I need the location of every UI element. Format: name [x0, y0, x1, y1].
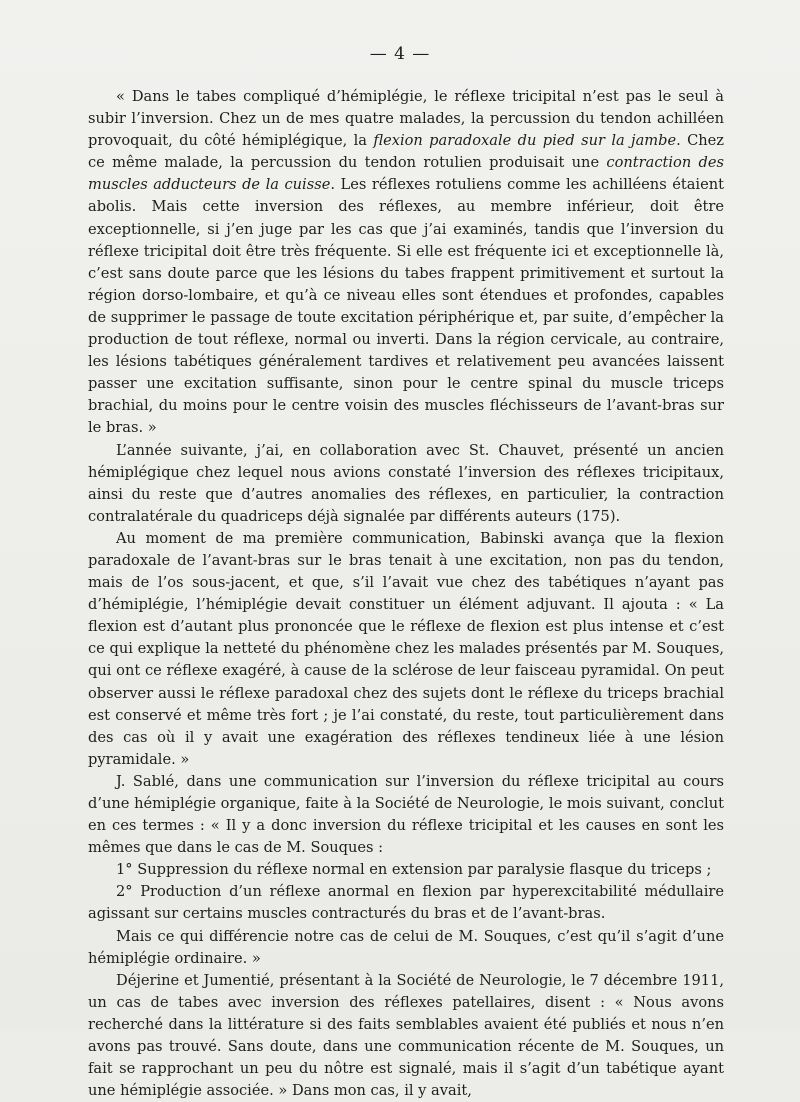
- text-run: « Dans le tabes compliqué d’hémiplégie, le réflexe tricipital n’est pas le seul à subir l’inversion. Chez un de mes quatre malades, la percussion du tendon achilléen provoquait, du côté hémiplégique, la: [88, 88, 724, 150]
- paragraph: [88, 970, 724, 1102]
- body-text: [88, 86, 724, 1102]
- page-number: — 4 —: [369, 44, 431, 64]
- text-run: 2° Production d’un réflexe anormal en flexion par hyperexcitabilité médullaire agissant sur certains muscles contracturés du bras et de l’avant-bras.: [88, 883, 724, 923]
- text-run: . Chez ce même malade, la percussion du tendon rotulien produisait une: [88, 132, 724, 172]
- text-run: Au moment de ma première communication, Babinski avança que la flexion paradoxale de l’avant-bras sur le bras tenait à une excitation, non pas du tendon, mais de l’os sous-jacent, et que, s’il l’avait vue chez des tabétiques n’ayant pas d’hémiplégie, l’hémiplégie devait constituer un élément adjuvant. Il ajouta : « La flexion est d’autant plus prononcée que le réflexe de flexion est plus intense et c’est ce qui explique la netteté du phénomène chez les malades présentés par M. Souques, qui ont ce réflexe exagéré, à cause de la sclérose de leur faisceau pyramidal. On peut observer aussi le réflexe paradoxal chez des sujets dont le réflexe du triceps brachial est conservé et même très fort ; je l’ai constaté, du reste, tout particulièrement dans des cas où il y avait une exagération des réflexes tendineux liée à une lésion pyramidale. »: [88, 529, 724, 768]
- text-run: Mais ce qui différencie notre cas de celui de M. Souques, c’est qu’il s’agit d’une hémiplégie ordinaire. »: [88, 927, 724, 967]
- paragraph: [88, 86, 724, 440]
- paragraph: [88, 926, 724, 970]
- text-run: L’année suivante, j’ai, en collaboration avec St. Chauvet, présenté un ancien hémiplégique chez lequel nous avions constaté l’inversion des réflexes tricipitaux, ainsi du reste que d’autres anomalies des réflexes, en particulier, la contraction contralatérale du quadriceps déjà signalée par différents auteurs (175).: [88, 441, 724, 525]
- italic-phrase: contraction des muscles adducteurs de la cuisse: [88, 154, 724, 194]
- paragraph: [88, 771, 724, 859]
- paragraph: [88, 440, 724, 528]
- text-run: Déjerine et Jumentié, présentant à la Société de Neurologie, le 7 décembre 1911, un cas de tabes avec inversion des réflexes patellaires, disent : « Nous avons recherché dans la littérature si des faits semblables avaient été publiés et nous n’en avons pas trouvé. Sans doute, dans une communication récente de M. Souques, un fait se rapprochant un peu du nôtre est signalé, mais il s’agit d’un tabétique ayant une hémiplégie associée. » Dans mon cas, il y avait,: [88, 971, 724, 1100]
- text-run: 1° Suppression du réflexe normal en extension par paralysie flasque du triceps ;: [116, 861, 712, 879]
- text-run: J. Sablé, dans une communication sur l’inversion du réflexe tricipital au cours d’une hémiplégie organique, faite à la Société de Neurologie, le mois suivant, conclut en ces termes : « Il y a donc inversion du réflexe tricipital et les causes en sont les mêmes que dans le cas de M. Souques :: [88, 772, 724, 857]
- paragraph: [88, 881, 724, 925]
- paragraph: [88, 528, 724, 771]
- italic-phrase: flexion paradoxale du pied sur la jambe: [373, 132, 677, 150]
- paragraph: [88, 859, 724, 881]
- text-run: . Les réflexes rotuliens comme les achilléens étaient abolis. Mais cette inversion des réflexes, au membre inférieur, doit être exceptionnelle, si j’en juge par les cas que j’ai examinés, tandis que l’inversion du réflexe tricipital doit être très fréquente. Si elle est fréquente ici et exceptionnelle là, c’est sans doute parce que les lésions du tabes frappent primitivement et surtout la région dorso-lombaire, et qu’à ce niveau elles sont étendues et profondes, capables de supprimer le passage de toute excitation périphérique et, par suite, d’empêcher la production de tout réflexe, normal ou inverti. Dans la région cervicale, au contraire, les lésions tabétiques généralement tardives et relativement peu avancées laissent passer une excitation suffisante, sinon pour le centre spinal du muscle triceps brachial, du moins pour le centre voisin des muscles fléchisseurs de l’avant-bras sur le bras. »: [88, 176, 724, 437]
